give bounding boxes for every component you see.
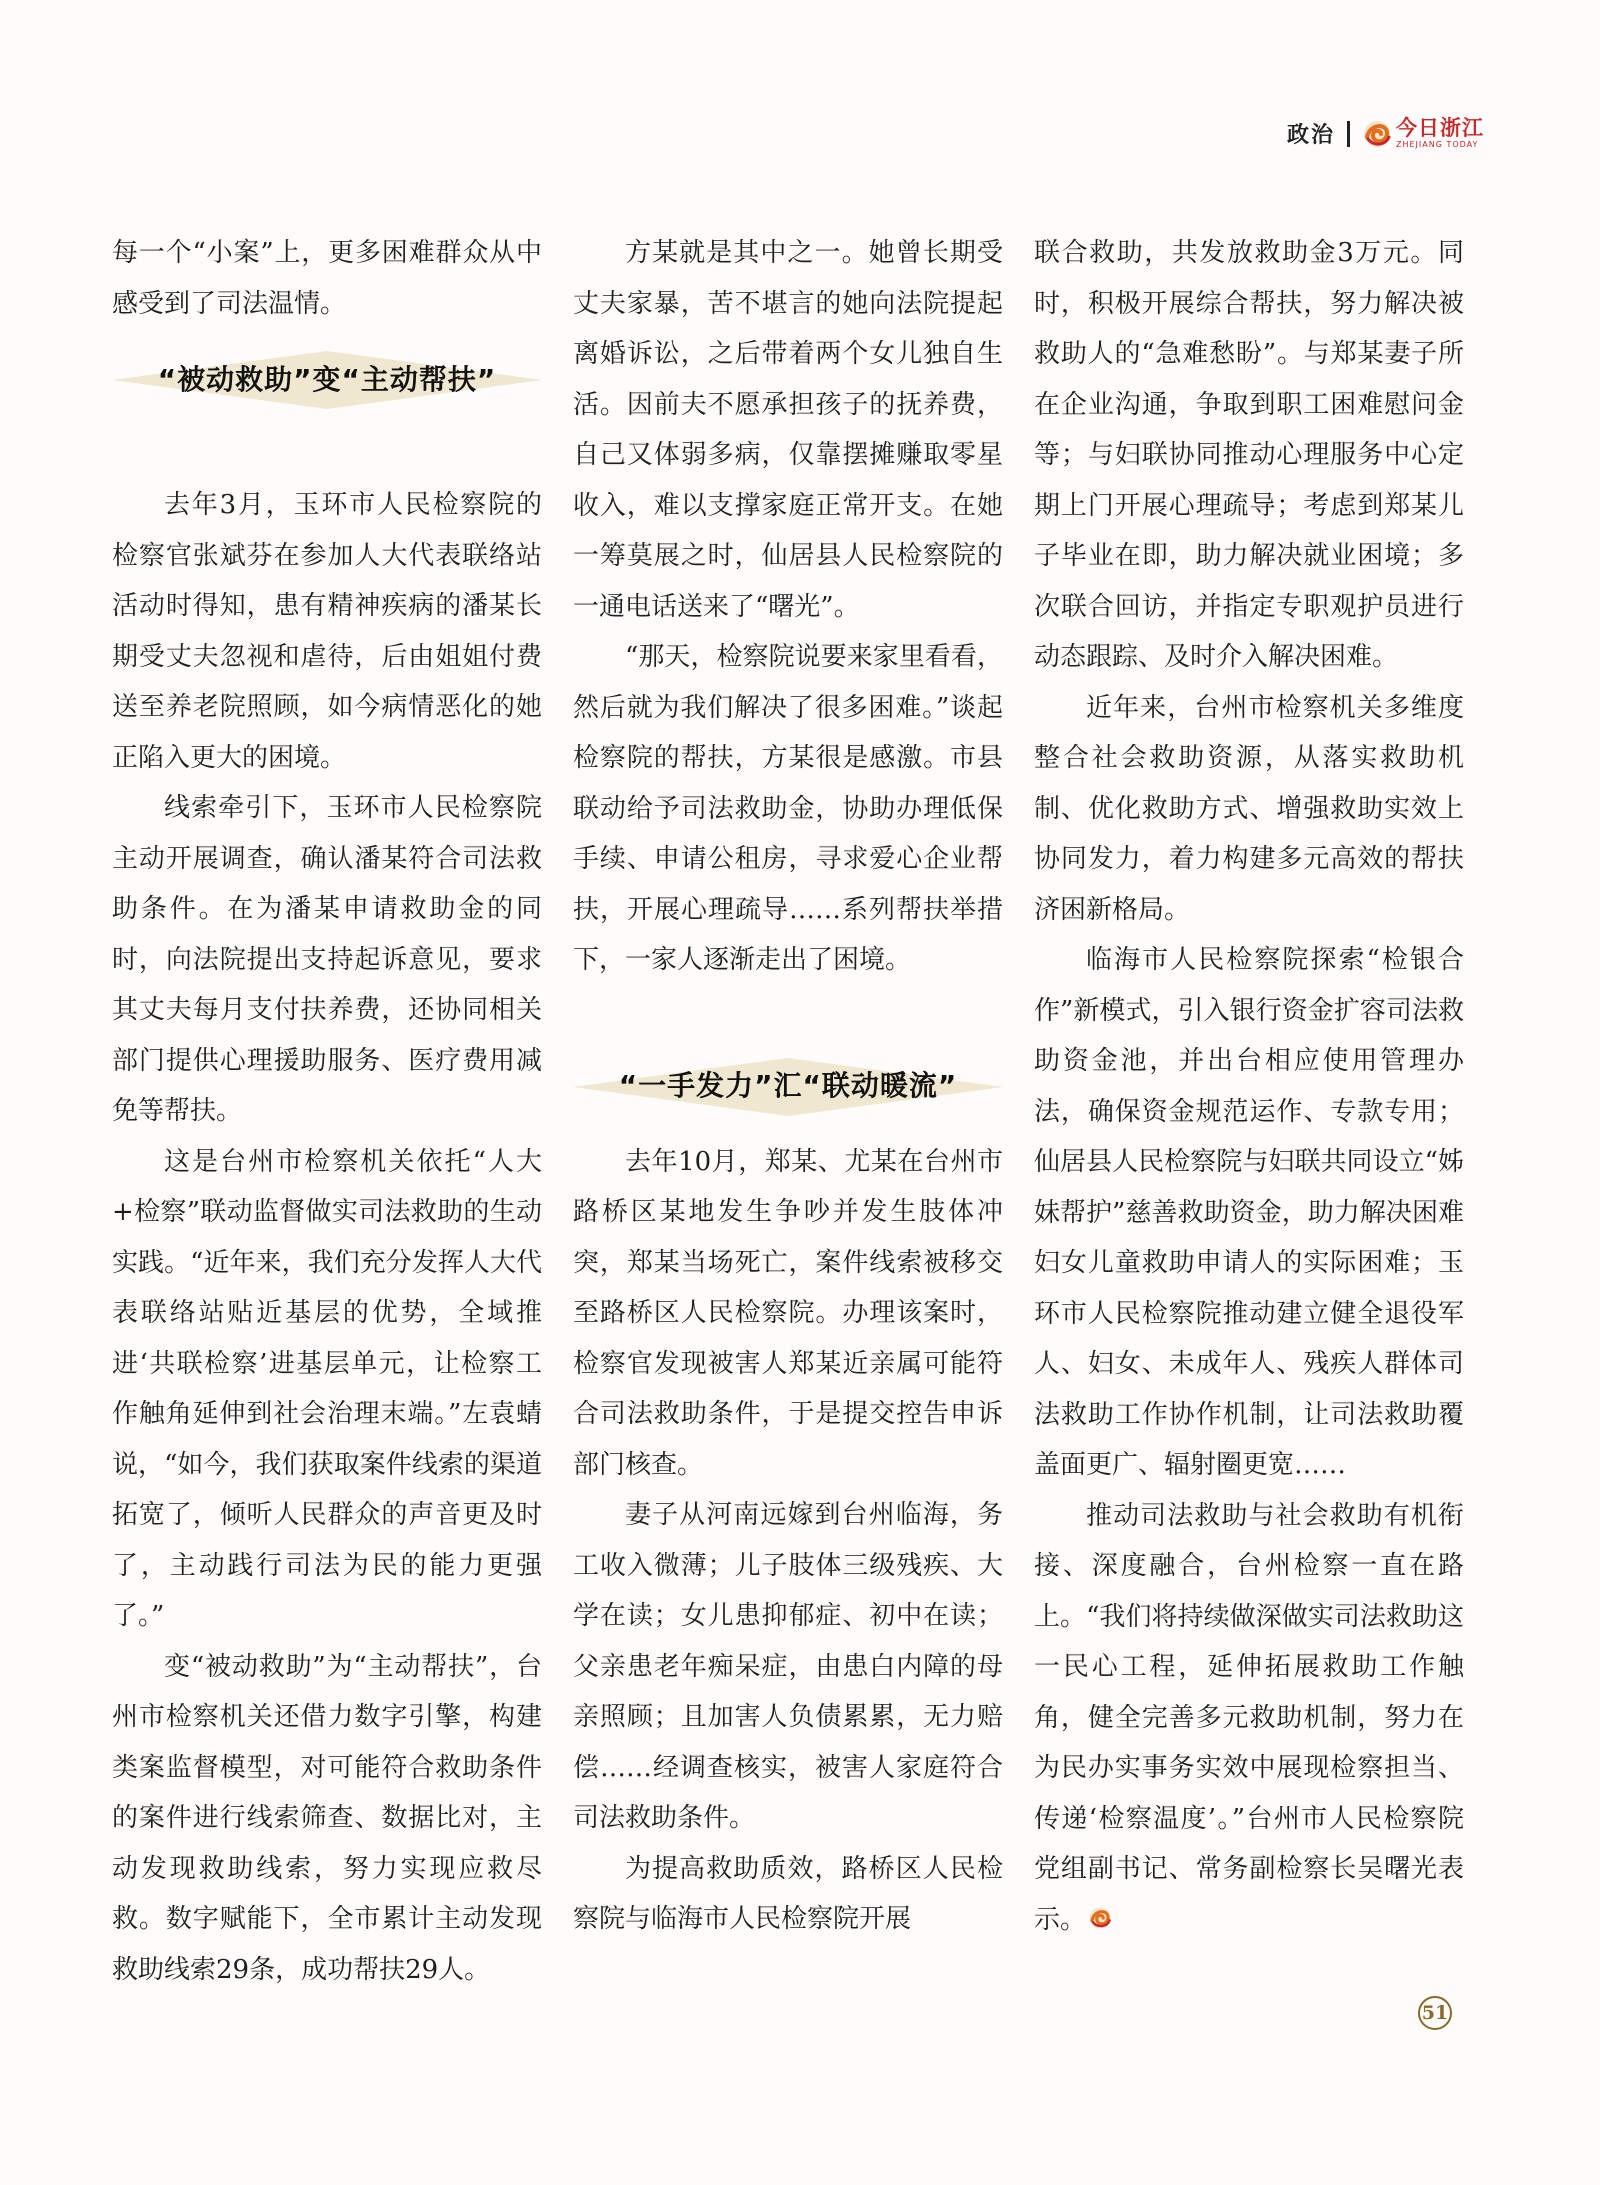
header-divider (1347, 121, 1350, 147)
section-heading-text: “一手发力”汇“联动暖流” (618, 1069, 958, 1103)
logo-subtitle: ZHEJIANG TODAY (1396, 140, 1479, 149)
paragraph: 临海市人民检察院探索“检银合作”新模式，引入银行资金扩容司法救助资金池，并出台相应使用管理办法，确保资金规范运作、专款专用；仙居县人民检察院与妇联共同设立“姊妹帮护”慈善救助资金，助力解决困难妇女儿童救助申请人的实际困难；玉环市人民检察院推动建立健全退役军人、妇女、未成年人、残疾人群体司法救助工作协作机制，让司法救助覆盖面更广、辐射圈更宽…… (1034, 945, 1464, 1480)
article-column-1 (112, 228, 542, 1995)
paragraph: 这是台州市检察机关依托“人大+检察”联动监督做实司法救助的生动实践。“近年来，我们充分发挥人大代表联络站贴近基层的优势，全域推进‘共联检察’进基层单元，让检察工作触角延伸到社会治理末端。”左袁蜻说，“如今，我们获取案件线索的渠道拓宽了，倾听人民群众的声音更及时了，主动践行司法为民的能力更强了。” (112, 1146, 542, 1631)
heading-spacer (573, 986, 1003, 1036)
swirl-logo-icon (1362, 119, 1392, 149)
paragraph-final (1034, 1491, 1464, 1946)
section-heading-1 (112, 329, 542, 430)
section-tag: 政治 (1286, 123, 1335, 148)
magazine-logo (1362, 118, 1484, 149)
paragraph: 方某就是其中之一。她曾长期受丈夫家暴，苦不堪言的她向法院提起离婚诉讼，之后带着两个女儿独自生活。因前夫不愿承担孩子的抚养费，自己又体弱多病，仅靠摆摊赚取零星收入，难以支撑家庭正常开支。在她一筹莫展之时，仙居县人民检察院的一通电话送来了“曙光”。 (573, 238, 1003, 622)
paragraph: 近年来，台州市检察机关多维度整合社会救助资源，从落实救助机制、优化救助方式、增强救助实效上协同发力，着力构建多元高效的帮扶济困新格局。 (1034, 692, 1464, 925)
end-mark-icon (1088, 1906, 1112, 1930)
article-column-3 (1034, 228, 1464, 1945)
page-number: 51 (1418, 1996, 1452, 2030)
paragraph: 去年10月，郑某、尤某在台州市路桥区某地发生争吵并发生肢体冲突，郑某当场死亡，案件线索被移交至路桥区人民检察院。办理该案时，检察官发现被害人郑某近亲属可能符合司法救助条件，于是提交控告申诉部门核查。 (573, 1146, 1003, 1480)
page-header (1287, 118, 1484, 149)
paragraph: 联合救助，共发放救助金3万元。同时，积极开展综合帮扶，努力解决被救助人的“急难愁盼”。与郑某妻子所在企业沟通，争取到职工困难慰问金等；与妇联协同推动心理服务中心定期上门开展心理疏导；考虑到郑某儿子毕业在即，助力解决就业困境；多次联合回访，并指定专职观护员进行动态跟踪、及时介入解决困难。 (1034, 238, 1464, 672)
paragraph: 线索牵引下，玉环市人民检察院主动开展调查，确认潘某符合司法救助条件。在为潘某申请救助金的同时，向法院提出支持起诉意见，要求其丈夫每月支付扶养费，还协同相关部门提供心理援助服务、医疗费用减免等帮扶。 (112, 793, 542, 1126)
paragraph: “那天，检察院说要来家里看看，然后就为我们解决了很多困难。”谈起检察院的帮扶，方某很是感激。市县联动给予司法救助金，协助办理低保手续、申请公租房，寻求爱心企业帮扶，开展心理疏导……系列帮扶举措下，一家人逐渐走出了困境。 (573, 642, 1003, 975)
section-heading-text: “被动救助”变“主动帮扶” (157, 362, 497, 396)
paragraph: 去年3月，玉环市人民检察院的检察官张斌芬在参加人大代表联络站活动时得知，患有精神疾病的潘某长期受丈夫忽视和虐待，后由姐姐付费送至养老院照顾，如今病情恶化的她正陷入更大的困境。 (112, 490, 542, 773)
paragraph: 每一个“小案”上，更多困难群众从中感受到了司法温情。 (112, 238, 542, 319)
paragraph: 为提高救助质效，路桥区人民检察院与临海市人民检察院开展 (573, 1853, 1003, 1934)
section-heading-2 (573, 1036, 1003, 1137)
paragraph: 妻子从河南远嫁到台州临海，务工收入微薄；儿子肢体三级残疾、大学在读；女儿患抑郁症、初中在读；父亲患老年痴呆症，由患白内障的母亲照顾；且加害人负债累累，无力赔偿……经调查核实，被害人家庭符合司法救助条件。 (573, 1500, 1003, 1833)
logo-text: 今日浙江 (1396, 116, 1484, 140)
final-paragraph-text: 推动司法救助与社会救助有机衔接、深度融合，台州检察一直在路上。“我们将持续做深做实司法救助这一民心工程，延伸拓展救助工作触角，健全完善多元救助机制，努力在为民办实事务实效中展现检察担当、传递‘检察温度’。”台州市人民检察院党组副书记、常务副检察长吴曙光表示。 (1034, 1500, 1464, 1935)
article-column-2 (573, 228, 1003, 1945)
paragraph: 变“被动救助”为“主动帮扶”，台州市检察机关还借力数字引擎，构建类案监督模型，对可能符合救助条件的案件进行线索筛查、数据比对，主动发现救助线索，努力实现应救尽救。数字赋能下，全市累计主动发现救助线索29条，成功帮扶29人。 (112, 1651, 542, 1985)
heading-spacer (112, 430, 542, 480)
